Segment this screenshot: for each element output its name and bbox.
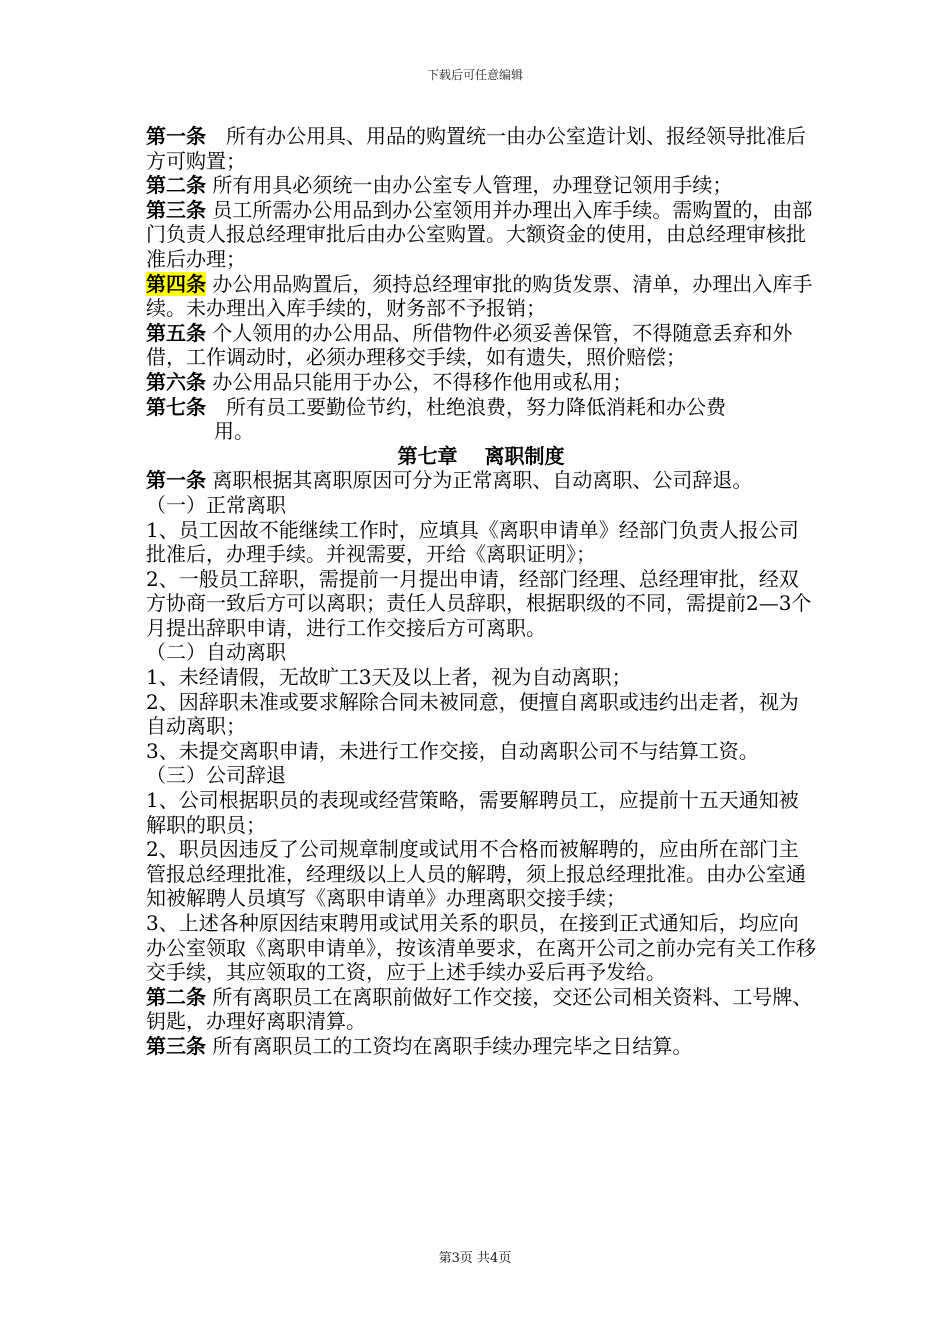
list-item: 3、上述各种原因结束聘用或试用关系的职员，在接到正式通知后，均应向办公室领取《离职申请单》，按该清单要求，在离开公司之前办完有关工作移交手续，其应领取的工资，应于上述手续办妥后再予发给。 [146, 911, 816, 985]
subheading-normal: （一）正常离职 [146, 492, 286, 517]
subheading-auto: （二）自动离职 [146, 640, 286, 665]
list-item: 1、未经请假，无故旷工3天及以上者，视为自动离职； [146, 665, 632, 690]
article-label: 第二条 [146, 984, 206, 1009]
article-4 [146, 272, 816, 321]
header-note: 下载后可任意编辑 [426, 68, 523, 82]
subheading-dismiss: （三）公司辞退 [146, 763, 286, 788]
list-item: 1、公司根据职员的表现或经营策略，需要解聘员工，应提前十五天通知被解职的职员； [146, 788, 799, 837]
article-7 [146, 395, 816, 420]
list-item: 3、未提交离职申请，未进行工作交接，自动离职公司不与结算工资。 [146, 738, 759, 763]
article-label-highlighted: 第四条 [146, 271, 206, 296]
article-text: 办公用品只能用于办公，不得移作他用或私用； [212, 369, 633, 394]
article-text: 所有离职员工在离职前做好工作交接，交还公司相关资料、工号牌、钥匙，办理好离职清算。 [146, 984, 813, 1034]
list-item: 2、因辞职未准或要求解除合同未被同意，便擅自离职或违约出走者，视为自动离职； [146, 689, 799, 739]
article-text: 所有离职员工的工资均在离职手续办理完毕之日结算。 [212, 1033, 693, 1058]
article-label: 第一条 [146, 468, 206, 493]
page-footer: 第3页 共4页 [438, 1251, 512, 1266]
resign-article-3 [146, 1034, 816, 1059]
list-item: 2、一般员工辞职，需提前一月提出申请，经部门经理、总经理审批，经双方协商一致后方可以离职；责任人员辞职，根据职级的不同，需提前2—3个月提出辞职申请，进行工作交接后方可离职。 [146, 566, 812, 640]
article-text: 所有用具必须统一由办公室专人管理，办理登记领用手续； [212, 173, 733, 198]
article-3 [146, 198, 816, 272]
article-2 [146, 173, 816, 198]
article-text: 离职根据其离职原因可分为正常离职、自动离职、公司辞退。 [212, 468, 753, 493]
article-text: 员工所需办公用品到办公室领用并办理出入库手续。需购置的，由部门负责人报总经理审批后由办公室购置。大额资金的使用，由总经理审核批准后办理； [146, 197, 813, 271]
article-label: 第二条 [146, 173, 206, 198]
chapter-title: 第七章 离职制度 [397, 443, 565, 468]
article-text: 所有办公用具、用品的购置统一由办公室造计划、报经领导批准后方可购置； [146, 124, 806, 173]
article-text: 个人领用的办公用品、所借物件必须妥善保管，不得随意丢弃和外借，工作调动时，必须办理移交手续，如有遗失，照价赔偿； [146, 320, 793, 370]
document-body [146, 124, 816, 1059]
article-text: 办公用品购置后，须持总经理审批的购货发票、清单，办理出入库手续。未办理出入库手续的，财务部不予报销； [146, 271, 813, 321]
article-1 [146, 124, 816, 173]
list-item: 1、员工因故不能继续工作时，应填具《离职申请单》经部门负责人报公司批准后，办理手续。并视需要，开给《离职证明》； [146, 517, 799, 567]
article-5 [146, 321, 816, 370]
article-label: 第三条 [146, 197, 206, 222]
article-label: 第三条 [146, 1033, 206, 1058]
list-item: 2、职员因违反了公司规章制度或试用不合格而被解聘的，应由所在部门主管报总经理批准，经理级以上人员的解聘，须上报总经理批准。由办公室通知被解聘人员填写《离职申请单》办理离职交接手续； [146, 837, 806, 911]
article-label: 第五条 [146, 320, 206, 345]
article-label: 第七条 [146, 394, 206, 419]
article-6 [146, 370, 816, 395]
article-label: 第一条 [146, 124, 206, 148]
article-label: 第六条 [146, 369, 206, 394]
resign-article-2 [146, 985, 816, 1034]
article-7-continuation: 用。 [214, 419, 254, 444]
article-text-line1: 所有员工要勤俭节约，杜绝浪费，努力降低消耗和办公费 [206, 394, 726, 419]
resign-article-1 [146, 468, 816, 493]
